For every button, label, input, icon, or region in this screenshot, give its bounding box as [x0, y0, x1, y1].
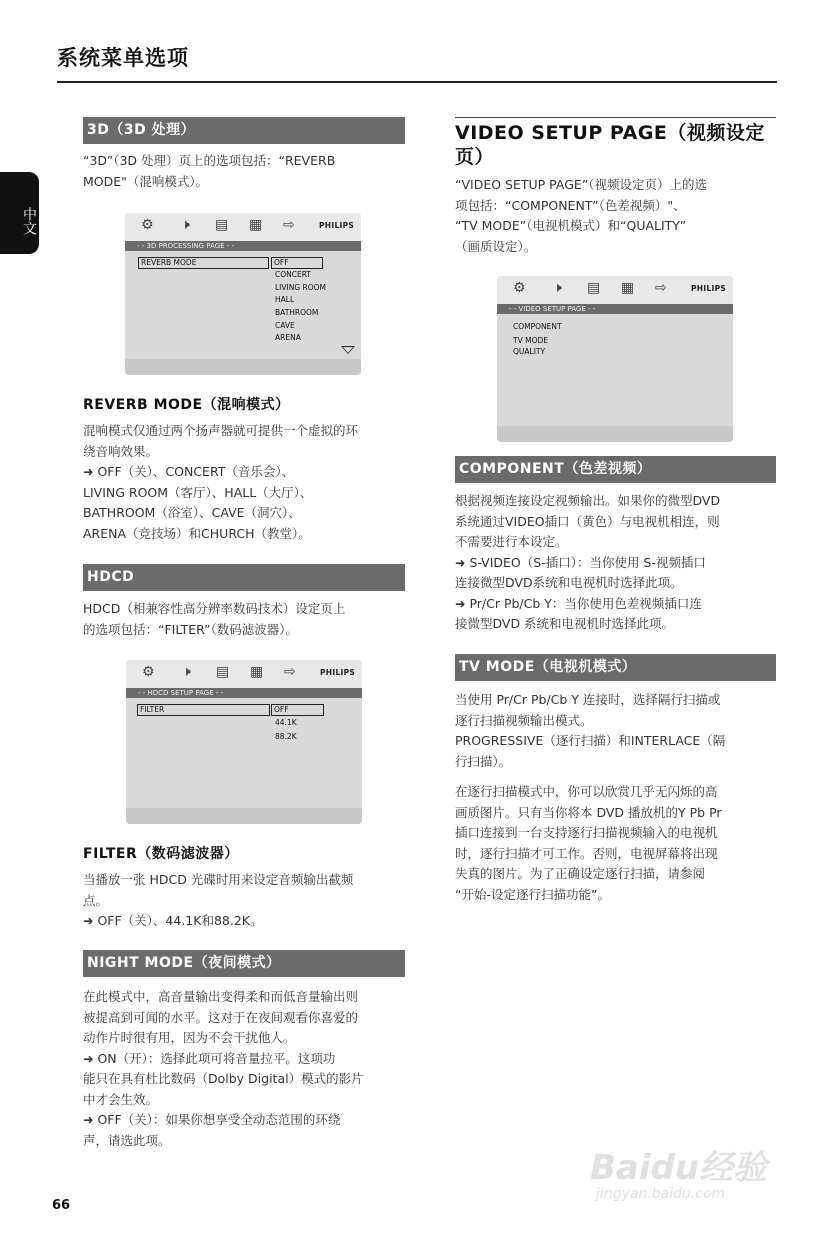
text-line: BATHROOM（浴室）、CAVE（洞穴）、 [83, 505, 301, 520]
text-line: 逐行扫描视频输出模式。 [455, 712, 593, 728]
watermark-url: jingyan.baidu.com [596, 1186, 726, 1202]
menu-screen-video [497, 276, 733, 442]
menu-screen-3d [125, 213, 361, 375]
text-line: LIVING ROOM（客厅）、HALL（大厅）、 [83, 484, 313, 500]
text-line: 当使用 Pr/Cr Pb/Cb Y 连接时，选择隔行扫描或 [455, 692, 721, 707]
menu-option-selected[interactable]: OFF [271, 704, 324, 716]
body-tv-mode [455, 690, 780, 772]
body-reverb [83, 421, 408, 544]
text-line: 行扫描）。 [455, 753, 512, 769]
menu-field[interactable]: REVERB MODE [138, 257, 269, 269]
menu-option[interactable]: HALL [275, 295, 295, 304]
exit-arrow-icon: ⇨ [283, 217, 295, 233]
heading-video-setup: VIDEO SETUP PAGE（视频设定页） [455, 122, 765, 168]
text-line: ➜ S-VIDEO（S-插口）：当你使用 S-视频插口 [455, 554, 706, 570]
brand-logo: PHILIPS [319, 221, 355, 230]
body-progressive [455, 782, 780, 905]
section-bar-tv-mode: TV MODE（电视机模式） [455, 654, 776, 681]
text-line: HDCD（相兼容性高分辨率数码技术）设定页上 [83, 601, 346, 616]
text-line: 当播放一张 HDCD 光碟时用来设定音频输出截频 [83, 872, 354, 887]
text-line: 不需要进行本设定。 [455, 534, 568, 549]
text-line: “VIDEO SETUP PAGE”（视频设定页）上的选 [455, 177, 708, 192]
section-bar-3d: 3D（3D 处理） [83, 117, 405, 144]
menu-option[interactable]: 44.1K [275, 718, 297, 727]
gear-icon: ⚙ [513, 280, 526, 296]
menu-screen-hdcd [126, 660, 362, 824]
brand-logo: PHILIPS [320, 668, 356, 677]
text-line: 失真的图片。为了正确设定逐行扫描，请参阅 [455, 866, 706, 881]
speaker-icon: 🕨 [553, 280, 562, 296]
text-line: （画质设定）。 [455, 238, 537, 254]
gear-icon: ⚙ [142, 664, 155, 680]
menu-option[interactable]: LIVING ROOM [275, 283, 327, 292]
section-bar-hdcd: HDCD [83, 564, 405, 591]
menu-option[interactable]: ARENA [275, 333, 301, 342]
body-filter [83, 870, 408, 932]
text-line: ➜ ON（开）：选择此项可将音量拉平。这项功 [83, 1050, 336, 1066]
menu-footer [497, 426, 733, 442]
text-line: ➜ OFF（关）、44.1K和88.2K。 [83, 913, 263, 928]
text-line: 项包括：“COMPONENT”（色差视频）"、 [455, 197, 686, 213]
subheading-reverb: REVERB MODE（混响模式） [83, 397, 290, 413]
text-line: 插口连接到一台支持逐行扫描视频输入的电视机 [455, 825, 718, 840]
section-bar-night: NIGHT MODE（夜间模式） [83, 950, 405, 977]
watermark-logo: Baidu经验 [590, 1148, 768, 1188]
rule-video [455, 117, 776, 118]
text-line: 中才会生效。 [83, 1091, 159, 1107]
text-line: 绕音响效果。 [83, 443, 159, 459]
menu-option[interactable]: BATHROOM [275, 308, 319, 317]
menu-footer [125, 359, 361, 375]
icon-row [126, 660, 362, 688]
menu-crumb: - - 3D PROCESSING PAGE - - [125, 241, 361, 251]
exit-arrow-icon: ⇨ [655, 280, 667, 296]
text-line: 系统通过VIDEO插口（黄色）与电视机相连，则 [455, 513, 720, 529]
text-line: “TV MODE”（电视机模式）和“QUALITY” [455, 218, 687, 233]
text-line: 画质图片。只有当你将本 DVD 播放机的Y Pb Pr [455, 804, 722, 820]
text-line: 动作片时很有用，因为不会干扰他人。 [83, 1030, 296, 1045]
text-line: ➜ Pr/Cr Pb/Cb Y：当你使用色差视频插口连 [455, 595, 702, 611]
text-line: 声，请选此项。 [83, 1132, 171, 1148]
menu-option[interactable]: 88.2K [275, 732, 297, 741]
display-icon: ▤ [587, 280, 601, 296]
text-line: “3D”（3D 处理）页上的选项包括：“REVERB [83, 153, 336, 168]
menu-item-tv-mode[interactable]: TV MODE [513, 336, 548, 345]
page-number: 66 [52, 1198, 71, 1213]
grid-icon: ▦ [250, 664, 264, 680]
brand-logo: PHILIPS [691, 284, 727, 293]
intro-hdcd [83, 599, 408, 640]
text-line: 的选项包括：“FILTER”（数码滤波器）。 [83, 621, 298, 637]
display-icon: ▤ [215, 217, 229, 233]
text-line: “开始-设定逐行扫描功能”。 [455, 886, 610, 902]
section-bar-component: COMPONENT（色差视频） [455, 456, 776, 483]
text-line: 连接微型DVD系统和电视机时选择此项。 [455, 575, 683, 590]
text-line: ➜ OFF（关）、CONCERT（音乐会）、 [83, 464, 295, 479]
menu-field[interactable]: FILTER [137, 704, 270, 716]
text-line: 被提高到可闻的水平。这对于在夜间观看你喜爱的 [83, 1009, 359, 1025]
intro-3d [83, 151, 408, 192]
text-line: 根据视频连接设定视频输出。如果你的微型DVD [455, 493, 721, 508]
text-line: PROGRESSIVE（逐行扫描）和INTERLACE（隔 [455, 733, 726, 748]
text-line: ➜ OFF（关）：如果你想享受全动态范围的环绕 [83, 1112, 341, 1127]
text-line: 混响模式仅通过两个扬声器就可提供一个虚拟的环 [83, 423, 359, 438]
text-line: MODE"（混响模式）。 [83, 173, 209, 189]
icon-row [497, 276, 733, 304]
body-component [455, 491, 780, 635]
menu-crumb: - - HDCD SETUP PAGE - - [126, 688, 362, 698]
grid-icon: ▦ [621, 280, 635, 296]
speaker-icon: 🕨 [181, 217, 190, 233]
menu-item-component[interactable]: COMPONENT [513, 322, 562, 331]
menu-crumb: - - VIDEO SETUP PAGE - - [497, 304, 733, 314]
menu-item-quality[interactable]: QUALITY [513, 347, 546, 356]
menu-footer [126, 808, 362, 824]
scroll-down-icon[interactable] [341, 346, 355, 354]
language-tab: 中文 [0, 172, 39, 254]
text-line: 点。 [83, 892, 109, 908]
body-night [83, 987, 408, 1151]
exit-arrow-icon: ⇨ [284, 664, 296, 680]
icon-row [125, 213, 361, 241]
speaker-icon: 🕨 [182, 664, 191, 680]
text-line: 接微型DVD 系统和电视机时选择此项。 [455, 616, 675, 631]
text-line: 在此模式中，高音量输出变得柔和而低音量输出则 [83, 989, 359, 1004]
title-divider [57, 81, 777, 83]
subheading-filter: FILTER（数码滤波器） [83, 846, 239, 862]
page-title: 系统菜单选项 [57, 46, 189, 70]
gear-icon: ⚙ [141, 217, 154, 233]
menu-option-selected[interactable]: OFF [271, 257, 323, 269]
menu-option[interactable]: CONCERT [275, 270, 311, 279]
menu-option[interactable]: CAVE [275, 321, 295, 330]
text-line: 在逐行扫描模式中，你可以欣赏几乎无闪烁的高 [455, 784, 718, 799]
display-icon: ▤ [216, 664, 230, 680]
grid-icon: ▦ [249, 217, 263, 233]
intro-video [455, 175, 780, 257]
text-line: 时，逐行扫描才可工作。否则，电视屏幕将出现 [455, 845, 718, 861]
text-line: ARENA（竞技场）和CHURCH（教堂）。 [83, 525, 311, 541]
text-line: 能只在具有杜比数码（Dolby Digital）模式的影片 [83, 1071, 364, 1086]
